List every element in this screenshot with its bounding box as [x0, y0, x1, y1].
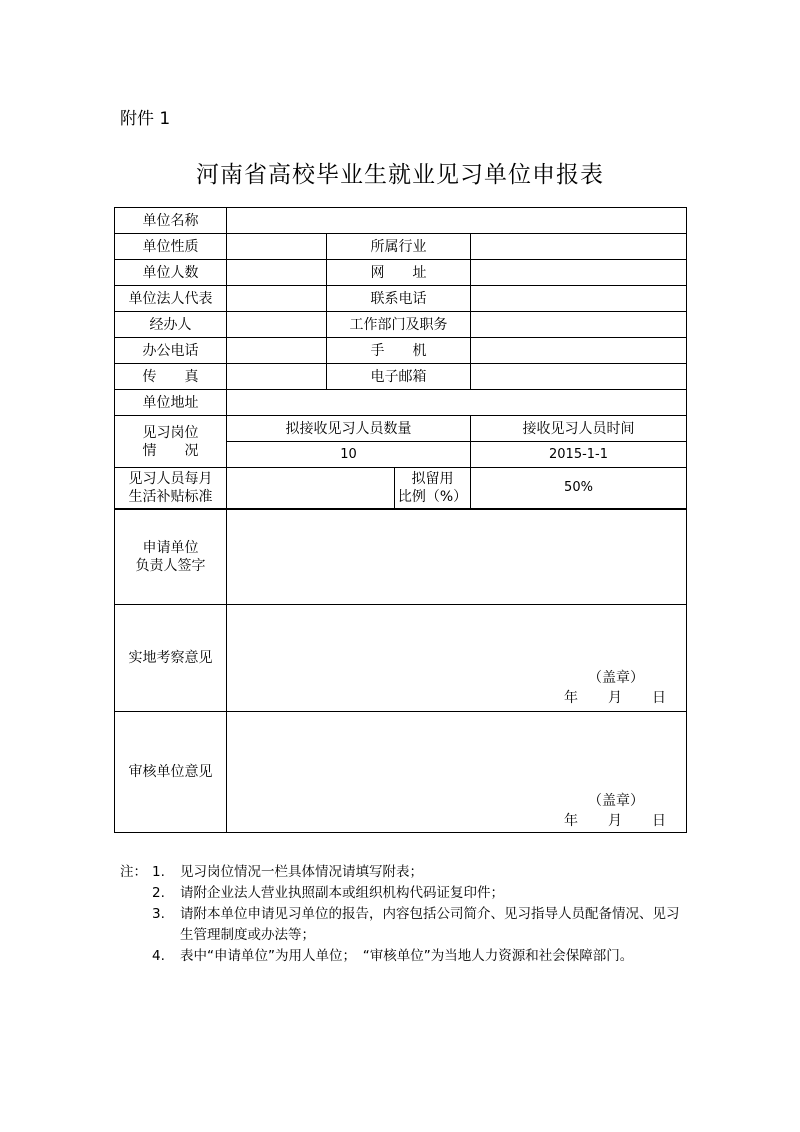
label-applicant-sign	[115, 509, 227, 605]
row-unit-nature	[115, 234, 687, 260]
review-date-year: 年	[564, 813, 579, 829]
retention-line1: 拟留用	[411, 471, 454, 487]
field-subsidy[interactable]	[227, 468, 395, 510]
row-unit-name	[115, 208, 687, 234]
field-industry[interactable]	[471, 234, 687, 260]
field-contact-phone[interactable]	[471, 286, 687, 312]
field-address[interactable]	[227, 390, 687, 416]
review-date-month: 月	[608, 813, 623, 829]
note-number: 1.	[152, 864, 165, 880]
row-subsidy	[115, 468, 687, 510]
row-post-header	[115, 416, 687, 442]
note-number: 4.	[152, 948, 165, 964]
note-item-1	[120, 862, 690, 883]
field-handler[interactable]	[227, 312, 327, 338]
field-headcount[interactable]	[227, 260, 327, 286]
field-applicant-signature[interactable]	[227, 509, 687, 605]
notes-section	[120, 862, 690, 967]
notes-prefix: 注：	[120, 864, 147, 880]
label-post-situation	[115, 416, 227, 468]
inspection-date-year: 年	[564, 690, 579, 706]
row-headcount	[115, 260, 687, 286]
label-inspection: 实地考察意见	[115, 605, 227, 712]
subsidy-line2: 生活补贴标准	[128, 489, 213, 505]
label-unit-name: 单位名称	[115, 208, 227, 234]
label-planned-count: 拟接收见习人员数量	[227, 416, 471, 442]
row-legal-rep	[115, 286, 687, 312]
row-review	[115, 712, 687, 833]
field-review-opinion[interactable]	[227, 712, 687, 833]
note-item-3	[120, 904, 690, 946]
row-applicant-sign	[115, 509, 687, 605]
row-inspection	[115, 605, 687, 712]
field-mobile[interactable]	[471, 338, 687, 364]
note-item-4	[120, 946, 690, 967]
label-fax: 传 真	[115, 364, 227, 390]
note-number: 2.	[152, 885, 165, 901]
inspection-date-day: 日	[652, 690, 667, 706]
field-unit-name[interactable]	[227, 208, 687, 234]
label-unit-nature: 单位性质	[115, 234, 227, 260]
field-unit-nature[interactable]	[227, 234, 327, 260]
row-fax	[115, 364, 687, 390]
field-inspection-opinion[interactable]	[227, 605, 687, 712]
post-situation-line2: 情 况	[142, 442, 199, 459]
label-mobile: 手 机	[327, 338, 471, 364]
inspection-date	[564, 689, 666, 707]
label-contact-phone: 联系电话	[327, 286, 471, 312]
label-handler: 经办人	[115, 312, 227, 338]
applicant-line1: 申请单位	[142, 540, 199, 556]
label-legal-rep: 单位法人代表	[115, 286, 227, 312]
label-dept-position: 工作部门及职务	[327, 312, 471, 338]
field-receive-time[interactable]: 2015-1-1	[471, 442, 687, 468]
subsidy-line1: 见习人员每月	[128, 471, 213, 487]
field-planned-count[interactable]: 10	[227, 442, 471, 468]
retention-line2: 比例（%）	[397, 489, 468, 505]
review-date-day: 日	[652, 813, 667, 829]
field-email[interactable]	[471, 364, 687, 390]
label-email: 电子邮箱	[327, 364, 471, 390]
field-dept-position[interactable]	[471, 312, 687, 338]
post-situation-line1: 见习岗位	[142, 424, 199, 441]
field-fax[interactable]	[227, 364, 327, 390]
review-date	[564, 812, 666, 830]
review-seal: （盖章）	[588, 793, 645, 809]
label-website: 网 址	[327, 260, 471, 286]
field-website[interactable]	[471, 260, 687, 286]
note-text: 见习岗位情况一栏具体情况请填写附表；	[180, 864, 423, 880]
row-handler	[115, 312, 687, 338]
row-address	[115, 390, 687, 416]
inspection-seal: （盖章）	[588, 670, 645, 686]
field-legal-rep[interactable]	[227, 286, 327, 312]
form-title: 河南省高校毕业生就业见习单位申报表	[196, 162, 604, 188]
label-headcount: 单位人数	[115, 260, 227, 286]
field-office-phone[interactable]	[227, 338, 327, 364]
note-item-2	[120, 883, 690, 904]
field-retention[interactable]: 50%	[471, 468, 687, 510]
note-text: 表中“申请单位”为用人单位； “审核单位”为当地人力资源和社会保障部门。	[180, 948, 634, 964]
label-review: 审核单位意见	[115, 712, 227, 833]
label-subsidy	[115, 468, 227, 510]
inspection-date-month: 月	[608, 690, 623, 706]
row-office-phone	[115, 338, 687, 364]
applicant-line2: 负责人签字	[135, 558, 206, 574]
note-text: 请附企业法人营业执照副本或组织机构代码证复印件；	[180, 885, 504, 901]
note-text: 请附本单位申请见习单位的报告，内容包括公司简介、见习指导人员配备情况、见习生管理制度或办法等；	[180, 906, 680, 943]
label-retention	[395, 468, 471, 510]
label-receive-time: 接收见习人员时间	[471, 416, 687, 442]
application-form-table	[114, 207, 687, 833]
attachment-label: 附件 1	[120, 109, 171, 129]
label-industry: 所属行业	[327, 234, 471, 260]
note-number: 3.	[152, 906, 165, 922]
label-office-phone: 办公电话	[115, 338, 227, 364]
label-address: 单位地址	[115, 390, 227, 416]
